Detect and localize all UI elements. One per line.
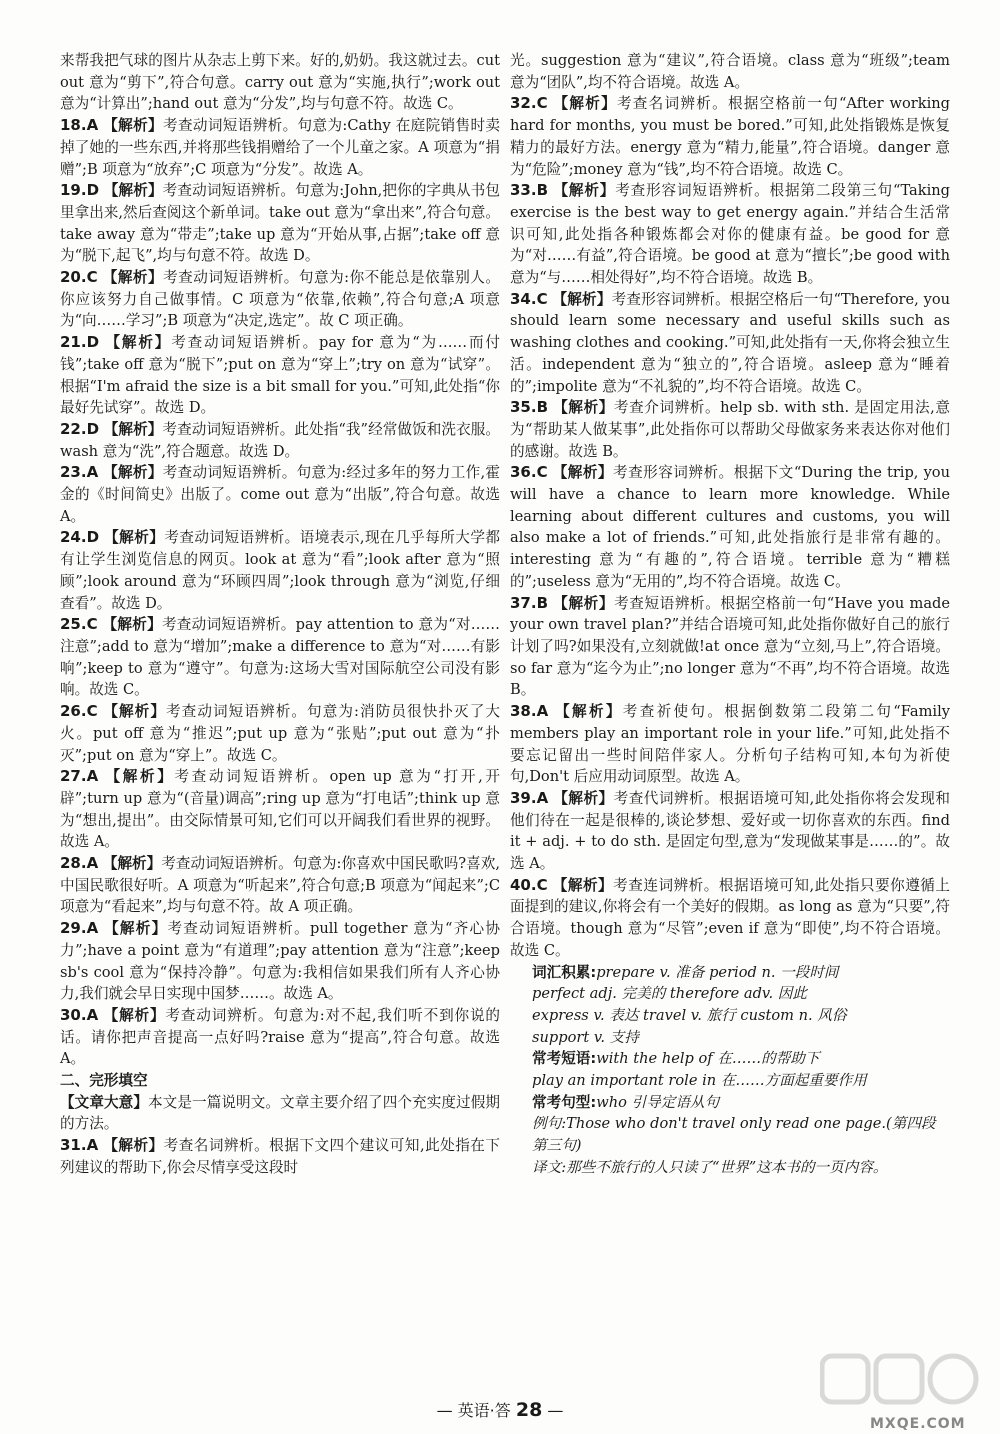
answer-entry: 21.D 【解析】考查动词短语辨析。pay for 意为“为……而付钱”;take off 意为“脱下”;put on 意为“穿上”;try on 意为“试穿”。根据“I'm afraid the size is a bit small for you.”可知,此处指“你最好先试穿”。故选 D。	[60, 333, 500, 417]
left-column	[60, 50, 500, 1179]
answer-entry: 光。suggestion 意为“建议”,符合语境。class 意为“班级”;team 意为“团队”,均不符合语境。故选 A。	[510, 52, 950, 91]
answer-entry: 32.C 【解析】考查名词辨析。根据空格前一句“After working hard for months, you must be bored.”可知,此处指锻炼是恢复精力的最好方法。energy 意为“精力,能量”,符合语境。danger 意为“危险”;money 意为“钱”,均不符合语境。故选 C。	[510, 94, 950, 178]
answer-entry: 36.C 【解析】考查形容词辨析。根据下文“During the trip, you will have a chance to learn more knowledge. While learning about different cultures and customs, you will also make a lot of friends.”可知,此处指旅行是非常有趣的。interesting 意为“有趣的”,符合语境。terrible 意为“糟糕的”;useless 意为“无用的”,均不符合语境。故选 C。	[510, 463, 950, 590]
answer-entry: 24.D 【解析】考查动词短语辨析。语境表示,现在几乎每所大学都有让学生浏览信息的网页。look at 意为“看”;look after 意为“照顾”;look around 意为“环顾四周”;look through 意为“浏览,仔细查看”。故选 D。	[60, 528, 500, 612]
answer-entry: 25.C 【解析】考查动词短语辨析。pay attention to 意为“对……注意”;add to 意为“增加”;make a difference to 意为“对……有影响”;keep to 意为“遵守”。句意为:这场大雪对国际航空公司没有影响。故选 C。	[60, 615, 500, 699]
page-footer: — 英语·答 28 —	[436, 1399, 564, 1421]
answer-entry: 19.D 【解析】考查动词短语辨析。句意为:John,把你的字典从书包里拿出来,然后查阅这个新单词。take out 意为“拿出来”,符合句意。take away 意为“带走”;take up 意为“开始从事,占据”;take off 意为“脱下,起飞”,均与句意不符。故选 D。	[60, 181, 500, 265]
watermark-text: MXQE.COM	[870, 1416, 966, 1432]
answer-entry: 40.C 【解析】考查连词辨析。根据语境可知,此处指只要你遵循上面提到的建议,你将会有一个美好的假期。as long as 意为“只要”,符合语境。though 意为“尽管”;even if 意为“即使”,均不符合语境。故选 C。	[510, 875, 950, 959]
answer-entry: 26.C 【解析】考查动词短语辨析。句意为:消防员很快扑灭了大火。put off 意为“推迟”;put up 意为“张贴”;put out 意为“扑灭”;put on 意为“穿上”。故选 C。	[60, 702, 500, 764]
answer-entry: 18.A 【解析】考查动词短语辨析。句意为:Cathy 在庭院销售时卖掉了她的一些东西,并将那些钱捐赠给了一个儿童之家。A 项意为“捐赠”;B 项意为“放弃”;C 项意为“分发”。故选 A。	[60, 116, 500, 178]
answer-entry: 来帮我把气球的图片从杂志上剪下来。好的,奶奶。我这就过去。cut out 意为“剪下”,符合句意。carry out 意为“实施,执行”;work out 意为“计算出”;hand out 意为“分发”,均与句意不符。故选 C。	[60, 52, 500, 113]
answer-entry: 31.A 【解析】考查名词辨析。根据下文四个建议可知,此处指在下列建议的帮助下,你会尽情享受这段时	[60, 1136, 500, 1176]
answer-entry: 37.B 【解析】考查短语辨析。根据空格前一句“Have you made your own travel plan?”并结合语境可知,此处指你做好自己的旅行计划了吗?如果没有,立刻就做!at once 意为“立刻,马上”,符合语境。so far 意为“迄今为止”;no longer 意为“不再”,均不符合语境。故选 B。	[510, 593, 951, 699]
answer-entry: 22.D 【解析】考查动词短语辨析。此处指“我”经常做饭和洗衣服。wash 意为“洗”,符合题意。故选 D。	[60, 419, 500, 460]
answer-entry: 35.B 【解析】考查介词辨析。help sb. with sth. 是固定用法,意为“帮助某人做某事”,此处指你可以帮助父母做家务来表达你对他们的感谢。故选 B。	[510, 398, 950, 460]
page-number: 28	[515, 1399, 543, 1421]
watermark-logo-icon	[820, 1348, 980, 1418]
section-title: 二、完形填空	[60, 1072, 148, 1090]
answer-entry: 23.A 【解析】考查动词短语辨析。句意为:经过多年的努力工作,霍金的《时间简史》出版了。come out 意为“出版”,符合句意。故选 A。	[60, 463, 500, 525]
article-summary: 【文章大意】本文是一篇说明文。文章主要介绍了四个充实度过假期的方法。	[60, 1093, 500, 1133]
answer-entry: 33.B 【解析】考查形容词短语辨析。根据第二段第三句“Taking exercise is the best way to get energy again.”并结合生活常识可知,此处指各种锻炼都会对你的健康有益。be good for 意为“对……有益”,符合语境。be good at 意为“擅长”;be good with 意为“与……相处得好”,均不符合语境。故选 B。	[510, 181, 951, 287]
answer-entry: 29.A 【解析】考查动词短语辨析。pull together 意为“齐心协力”;have a point 意为“有道理”;pay attention 意为“注意”;keep sb's cool 意为“保持冷静”。句意为:我相信如果我们所有人齐心协力,我们就会早日实现中国梦……。故选 A。	[60, 919, 500, 1003]
answer-entry: 34.C 【解析】考查形容词辨析。根据空格后一句“Therefore, you should learn some necessary and useful skills such as washing clothes and cooking.”可知,此处指有一天,你将会独立生活。independent 意为“独立的”,符合语境。asleep 意为“睡着的”;impolite 意为“不礼貌的”,均不符合语境。故选 C。	[510, 289, 950, 395]
answer-entry: 39.A 【解析】考查代词辨析。根据语境可知,此处指你将会发现和他们待在一起是很棒的,谈论梦想、爱好或一切你喜欢的东西。find it + adj. + to do sth. 是固定句型,意为“发现做某事是……的”。故选 A。	[510, 788, 950, 873]
answer-entry: 38.A 【解析】考查祈使句。根据倒数第二段第二句“Family members play an important role in your life.”可知,此处指不要忘记留出一些时间陪伴家人。分析句子结构可知,本句为祈使句,Don't 后应用动词原型。故选 A。	[510, 702, 950, 786]
vocab-block: 词汇积累:prepare v. 准备 period n. 一段时间 perfect adj. 完美的 therefore adv. 因此 express v. 表达 travel v. 旅行 custom n. 风俗 support v. 支持 常考短语:with the help of 在……的帮助下 play an important role in 在……方面起重要作用 常考句型:who 引导定语从句 例句:Those who don't travel only read one page.(第四段第三句) 译文:那些不旅行的人只读了“世界”这本书的一页内容。	[532, 963, 936, 1176]
answer-entry: 27.A 【解析】考查动词短语辨析。open up 意为“打开,开辟”;turn up 意为“(音量)调高”;ring up 意为“打电话”;think up 意为“想出,提出”。由交际情景可知,它们可以开阔我们看世界的视野。故选 A。	[60, 767, 500, 851]
answer-entry: 30.A 【解析】考查动词辨析。句意为:对不起,我们听不到你说的话。请你把声音提高一点好吗?raise 意为“提高”,符合句意。故选 A。	[60, 1005, 500, 1068]
answer-entry: 20.C 【解析】考查动词短语辨析。句意为:你不能总是依靠别人。你应该努力自己做事情。C 项意为“依靠,依赖”,符合句意;A 项意为“向……学习”;B 项意为“决定,选定”。故 C 项正确。	[60, 268, 500, 330]
answer-entry: 28.A 【解析】考查动词短语辨析。句意为:你喜欢中国民歌吗?喜欢,中国民歌很好听。A 项意为“听起来”,符合句意;B 项意为“闻起来”;C 项意为“看起来”,均与句意不符。故 A 项正确。	[60, 854, 500, 916]
right-column	[510, 50, 950, 1179]
